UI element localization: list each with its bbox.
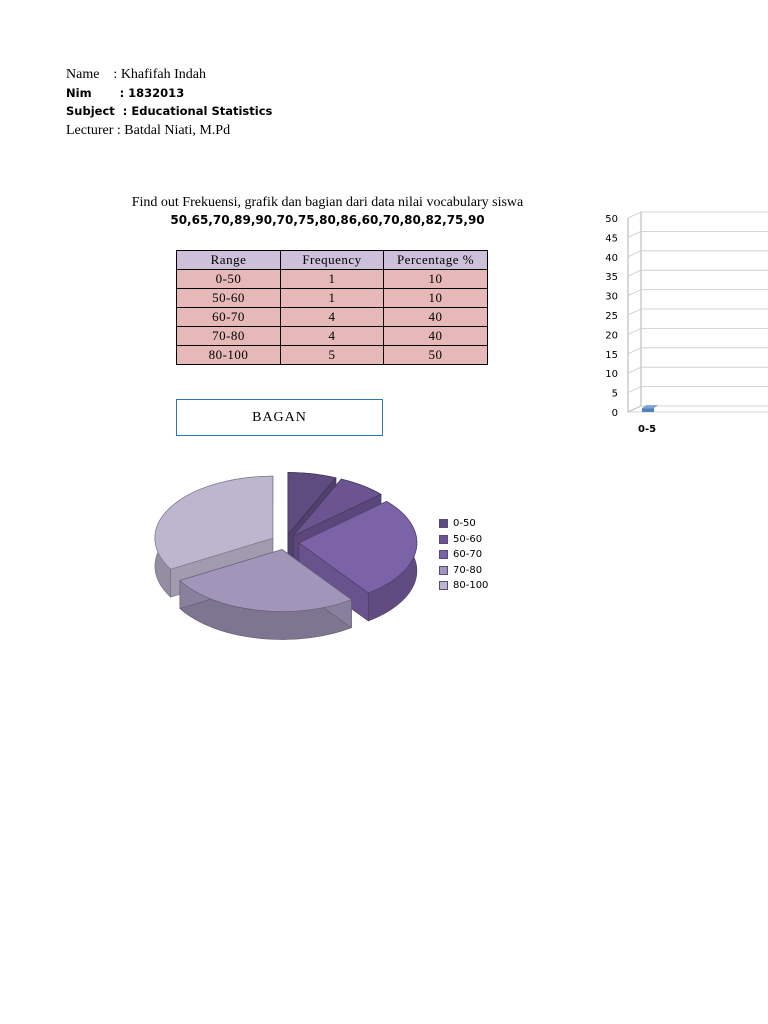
table-row [177,308,488,327]
cell-range: 60-70 [177,308,281,327]
y-tick-label: 50 [605,214,618,225]
legend-label: 0-50 [453,518,476,530]
table-header-row [177,251,488,270]
y-tick-label: 10 [605,369,618,381]
legend-label: 70-80 [453,564,483,576]
gridline [628,231,768,237]
x-tick-label: 0-5 [638,424,657,435]
frequency-table [176,250,488,365]
cell-frequency: 1 [281,289,384,308]
legend-swatch [439,519,448,528]
task-data: 50,65,70,89,90,70,75,80,86,60,70,80,82,75,90 [170,213,485,227]
table-row [177,327,488,346]
gridline [628,367,768,373]
legend-label: 50-60 [453,533,483,545]
gridline [628,290,768,296]
legend-swatch [439,535,448,544]
task-title: Find out Frekuensi, grafik dan bagian dari data nilai vocabulary siswa [131,195,524,210]
cell-percentage: 40 [384,327,488,346]
subject-line: Subject : Educational Statistics [66,104,273,118]
y-tick-label: 0 [611,408,618,419]
gridline [628,309,768,315]
name-line: Name : Khafifah Indah [66,67,206,82]
y-tick-label: 30 [605,291,618,303]
y-tick-label: 15 [605,349,618,361]
legend-label: 80-100 [453,580,489,592]
header-frequency: Frequency [281,251,384,270]
cell-range: 0-50 [177,270,281,289]
legend-item [439,547,488,563]
gridline [628,212,768,218]
cell-range: 80-100 [177,346,281,365]
gridline [628,270,768,276]
legend-item [439,516,488,532]
pie-legend [439,516,488,594]
table-row [177,270,488,289]
nim-line: Nim : 1832013 [66,86,185,100]
cell-frequency: 1 [281,270,384,289]
cell-percentage: 40 [384,308,488,327]
legend-item [439,532,488,548]
gridline [628,387,768,393]
bar-chart [590,205,768,440]
header-percentage: Percentage % [384,251,488,270]
cell-frequency: 4 [281,308,384,327]
bagan-label-box: BAGAN [176,399,383,436]
y-tick-label: 20 [605,330,618,342]
lecturer-line: Lecturer : Batdal Niati, M.Pd [66,123,231,138]
legend-swatch [439,566,448,575]
legend-label: 60-70 [453,549,483,561]
cell-percentage: 10 [384,289,488,308]
cell-frequency: 5 [281,346,384,365]
legend-item [439,563,488,579]
legend-item [439,578,488,594]
table-row [177,289,488,308]
header-range: Range [177,251,281,270]
cell-range: 70-80 [177,327,281,346]
cell-percentage: 50 [384,346,488,365]
cell-frequency: 4 [281,327,384,346]
y-tick-label: 25 [605,311,618,322]
gridline [628,328,768,334]
y-tick-label: 40 [605,252,618,264]
cell-range: 50-60 [177,289,281,308]
table-row [177,346,488,365]
gridline [628,348,768,354]
y-tick-label: 45 [605,233,618,245]
y-tick-label: 35 [605,272,618,284]
legend-swatch [439,550,448,559]
legend-swatch [439,581,448,590]
cell-percentage: 10 [384,270,488,289]
gridline [628,251,768,257]
y-tick-label: 5 [611,388,618,400]
pie-chart [150,470,430,640]
